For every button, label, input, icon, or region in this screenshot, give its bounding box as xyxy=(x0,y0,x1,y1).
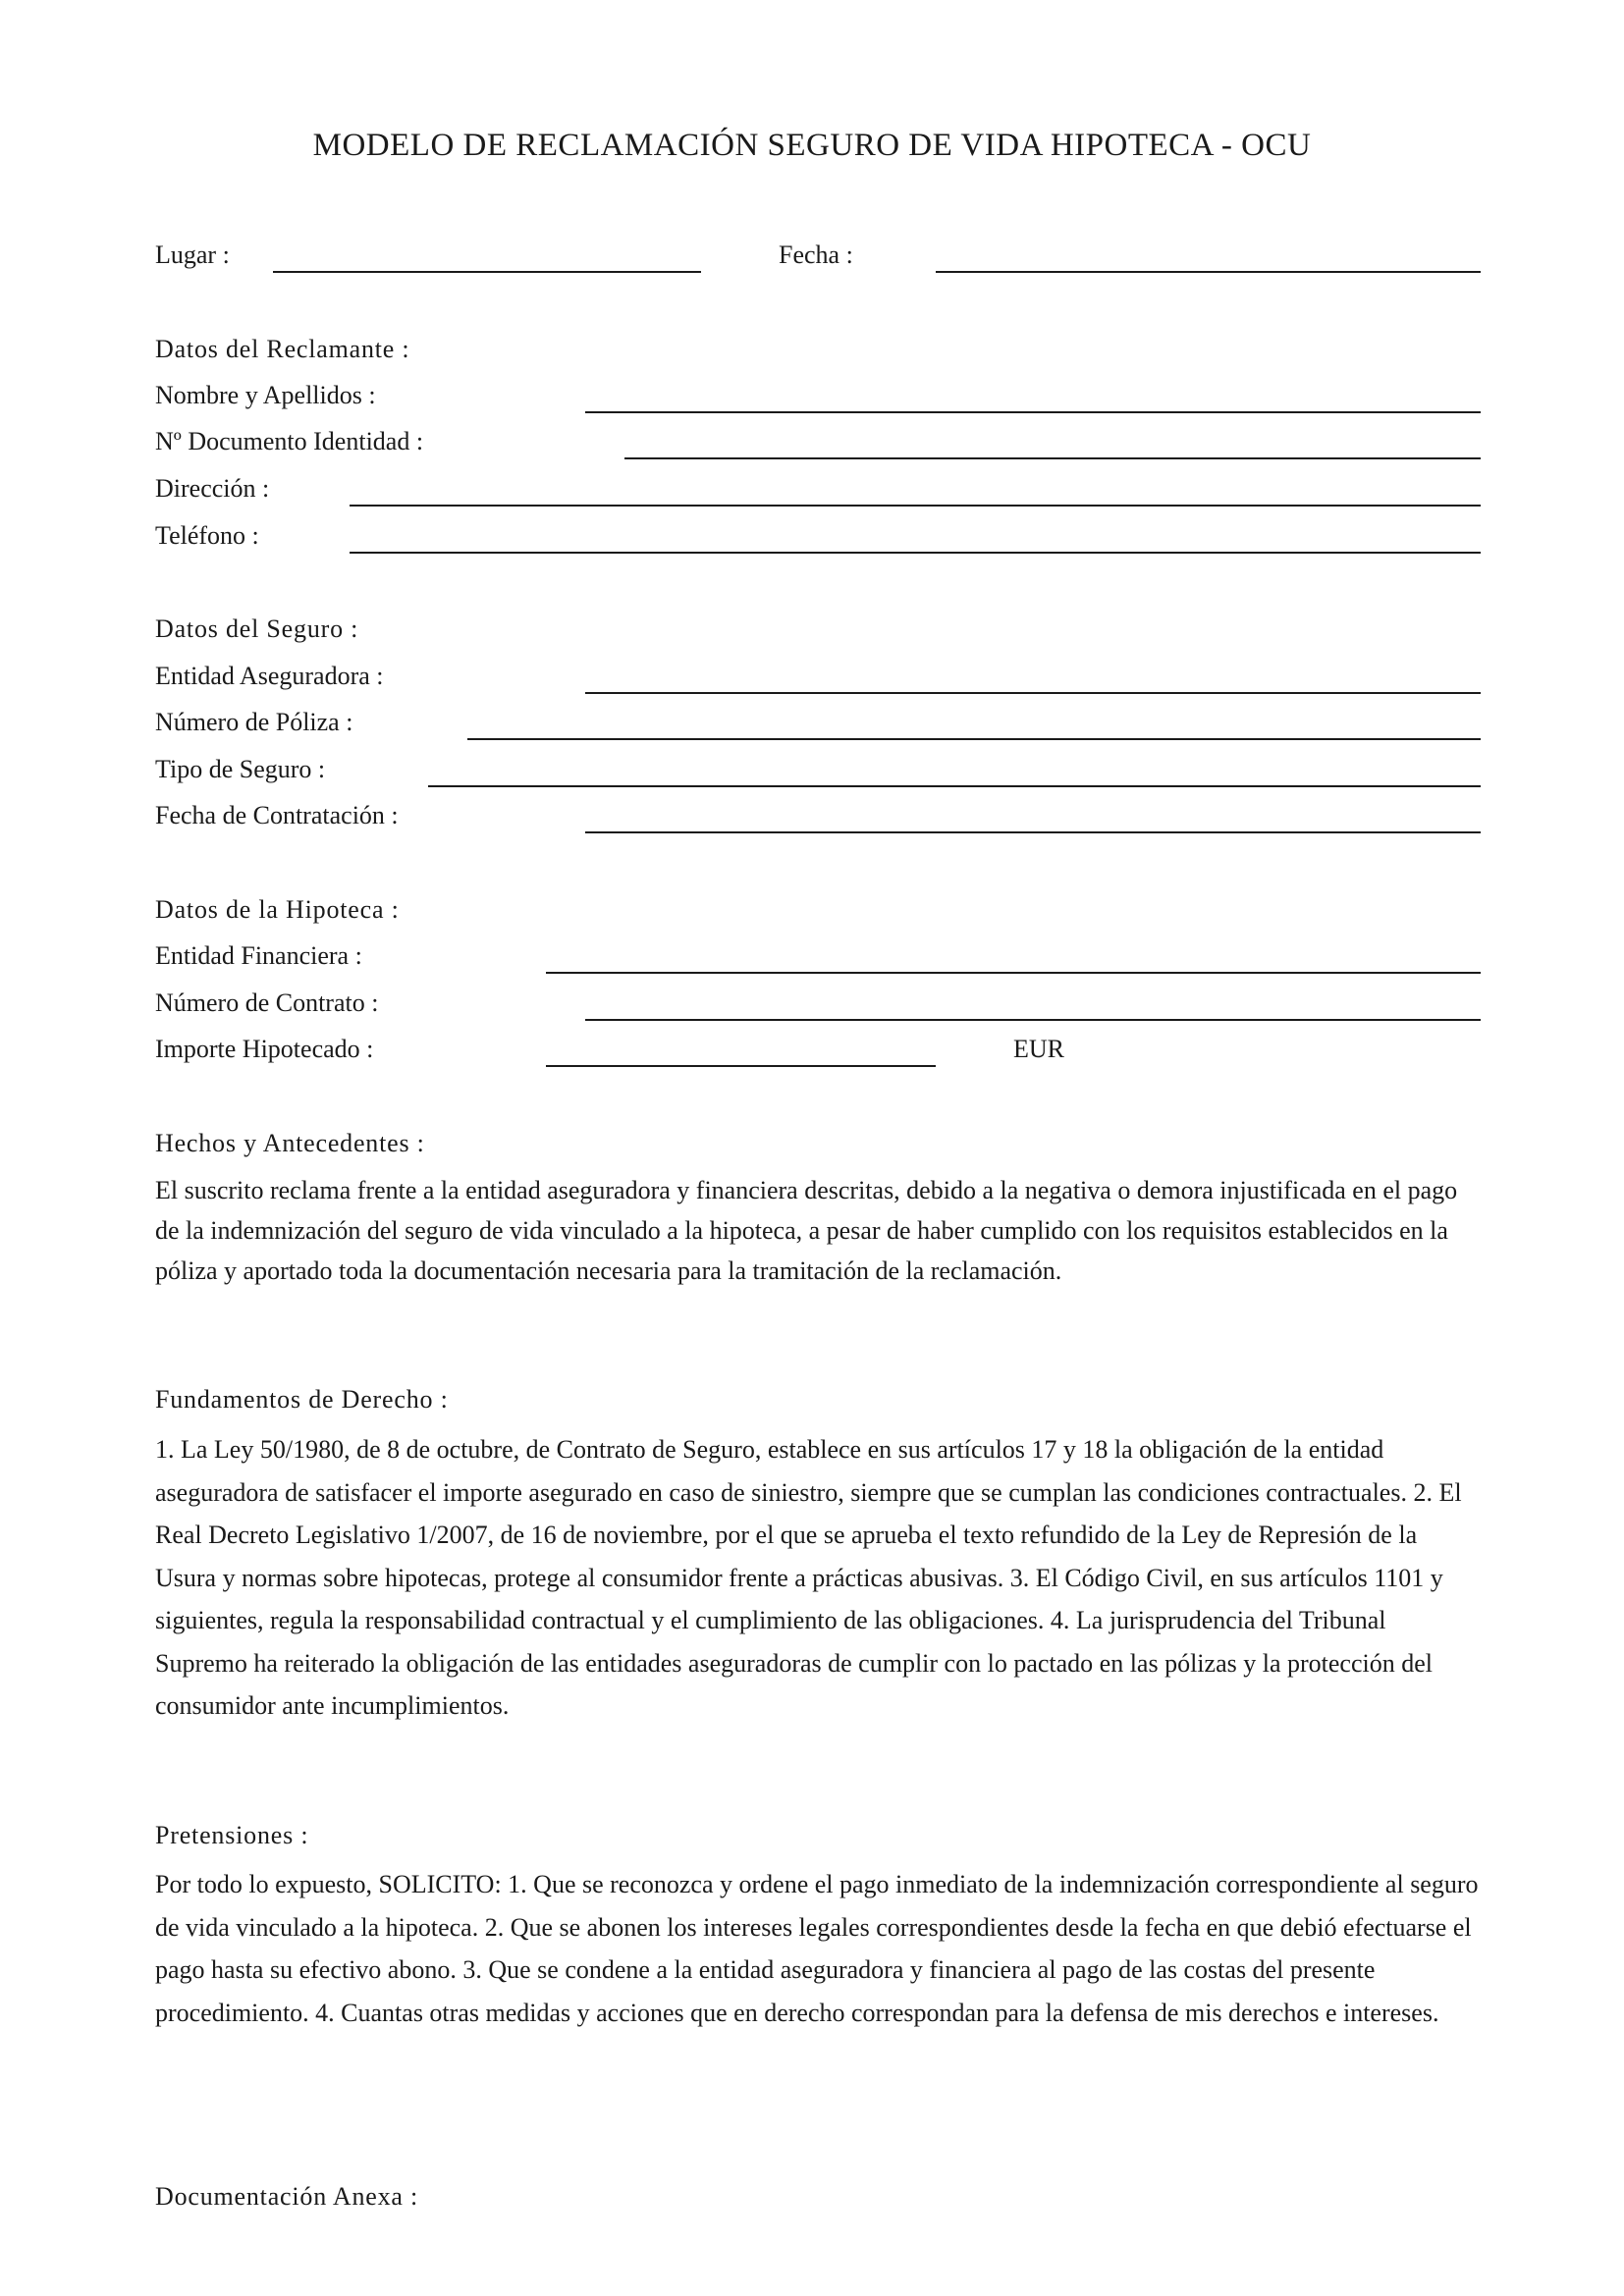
direccion-label: Dirección : xyxy=(155,474,270,503)
seguro-heading: Datos del Seguro : xyxy=(155,614,359,643)
pretensiones-heading: Pretensiones : xyxy=(155,1821,309,1849)
importe-label: Importe Hipotecado : xyxy=(155,1035,374,1063)
entidad-aseguradora-field[interactable] xyxy=(585,692,1481,694)
document-title: MODELO DE RECLAMACIÓN SEGURO DE VIDA HIPOTECA - OCU xyxy=(312,128,1312,163)
reclamante-heading: Datos del Reclamante : xyxy=(155,335,410,363)
hechos-heading: Hechos y Antecedentes : xyxy=(155,1129,425,1157)
entidad-aseguradora-label: Entidad Aseguradora : xyxy=(155,662,384,690)
lugar-label: Lugar : xyxy=(155,240,230,269)
telefono-label: Teléfono : xyxy=(155,521,259,550)
contrato-label: Número de Contrato : xyxy=(155,988,379,1017)
poliza-label: Número de Póliza : xyxy=(155,708,353,736)
fecha-field[interactable] xyxy=(936,271,1481,273)
documento-label: Nº Documento Identidad : xyxy=(155,427,424,455)
fecha-label: Fecha : xyxy=(779,240,853,269)
pretensiones-text: Por todo lo expuesto, SOLICITO: 1. Que se reconozca y ordene el pago inmediato de la indemnización correspondiente al seguro de vida vinculado a la hipoteca. 2. Que se abonen los intereses legales correspondientes desde la fecha en que debió efectuarse el pago hasta su efectivo abono. 3. Que se condene a la entidad aseguradora y financiera al pago de las costas del presente procedimiento. 4. Cuantas otras medidas y acciones que en derecho correspondan para la defensa de mis derechos e intereses. xyxy=(155,1870,1479,2027)
hipoteca-heading: Datos de la Hipoteca : xyxy=(155,895,400,924)
nombre-label: Nombre y Apellidos : xyxy=(155,381,376,409)
entidad-financiera-label: Entidad Financiera : xyxy=(155,941,362,970)
currency-label: EUR xyxy=(1013,1035,1064,1063)
lugar-field[interactable] xyxy=(273,271,701,273)
documentacion-heading: Documentación Anexa : xyxy=(155,2182,419,2211)
tipo-seguro-field[interactable] xyxy=(428,785,1481,787)
entidad-financiera-field[interactable] xyxy=(546,972,1481,974)
telefono-field[interactable] xyxy=(350,552,1481,554)
fecha-contratacion-label: Fecha de Contratación : xyxy=(155,801,399,829)
fundamentos-heading: Fundamentos de Derecho : xyxy=(155,1385,449,1414)
tipo-seguro-label: Tipo de Seguro : xyxy=(155,755,326,783)
fundamentos-text: 1. La Ley 50/1980, de 8 de octubre, de Contrato de Seguro, establece en sus artículos 17 y 18 la obligación de la entidad aseguradora de satisfacer el importe asegurado en caso de siniestro, siempre que se cumplan las condiciones contractuales. 2. El Real Decreto Legislativo 1/2007, de 16 de noviembre, por el que se aprueba el texto refundido de la Ley de Represión de la Usura y normas sobre hipotecas, protege al consumidor frente a prácticas abusivas. 3. El Código Civil, en sus artículos 1101 y siguientes, regula la responsabilidad contractual y el cumplimiento de las obligaciones. 4. La jurisprudencia del Tribunal Supremo ha reiterado la obligación de las entidades aseguradoras de cumplir con lo pactado en las pólizas y la protección del consumidor ante incumplimientos. xyxy=(155,1435,1462,1720)
direccion-field[interactable] xyxy=(350,505,1481,507)
documento-field[interactable] xyxy=(624,457,1481,459)
fecha-contratacion-field[interactable] xyxy=(585,831,1481,833)
poliza-field[interactable] xyxy=(467,738,1481,740)
importe-field[interactable] xyxy=(546,1065,936,1067)
hechos-text: El suscrito reclama frente a la entidad aseguradora y financiera descritas, debido a la negativa o demora injustificada en el pago de la indemnización del seguro de vida vinculado a la hipoteca, a pesar de haber cumplido con los requisitos establecidos en la póliza y aportado toda la documentación necesaria para la tramitación de la reclamación. xyxy=(155,1176,1458,1285)
contrato-field[interactable] xyxy=(585,1019,1481,1021)
nombre-field[interactable] xyxy=(585,411,1481,413)
